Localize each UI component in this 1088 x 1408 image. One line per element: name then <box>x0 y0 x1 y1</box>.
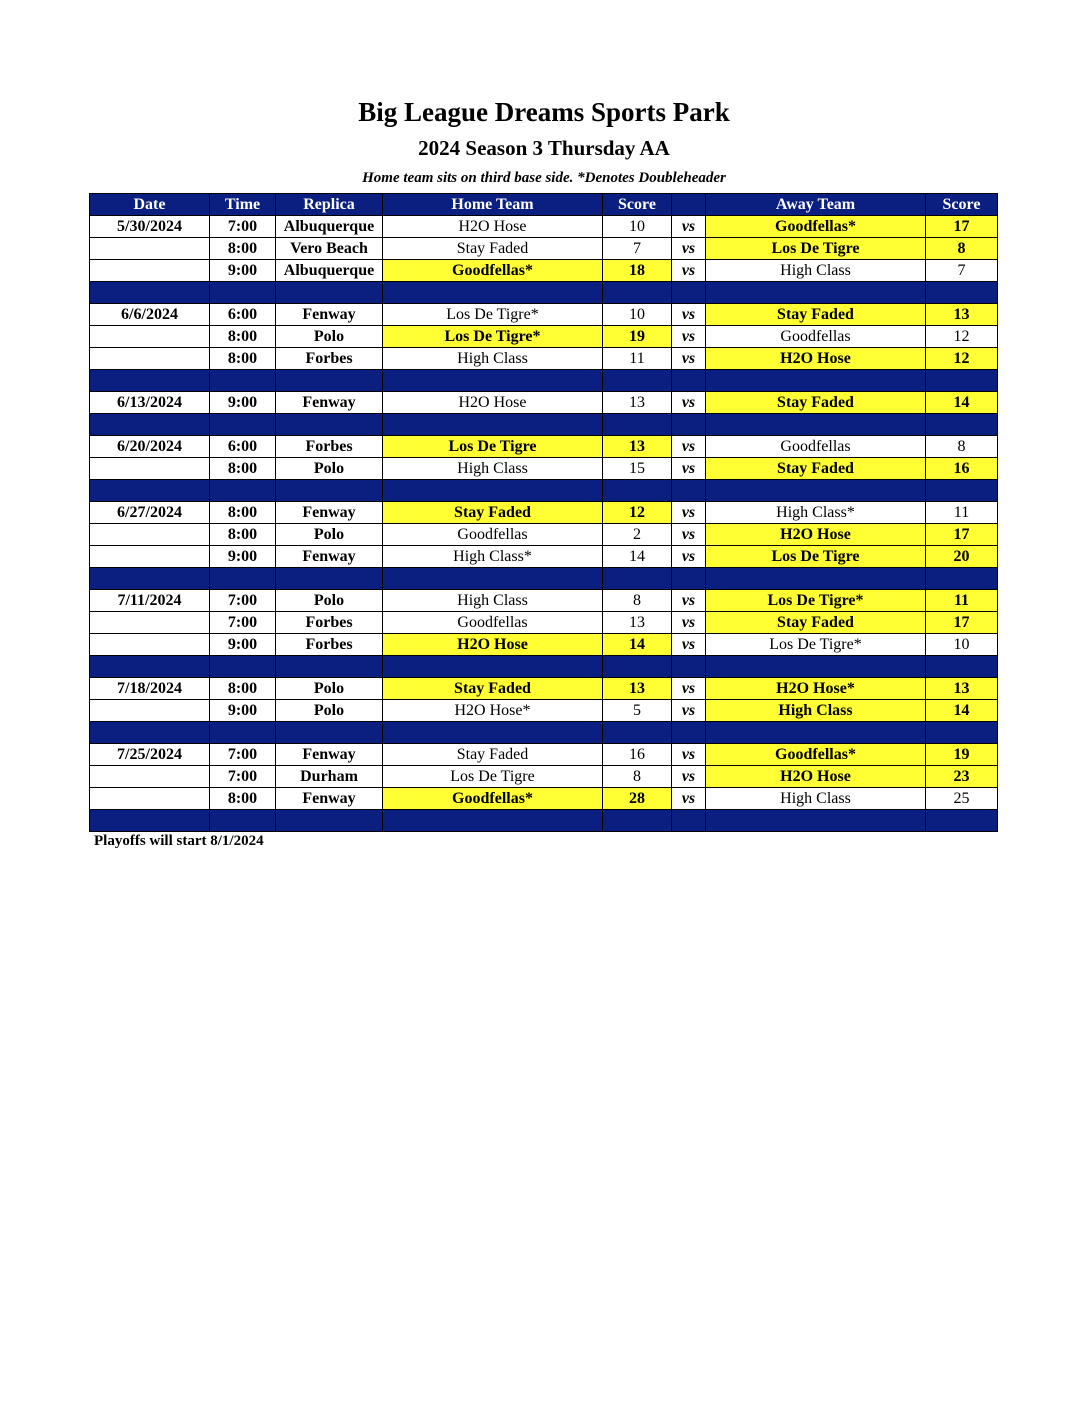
replica-cell: Albuquerque <box>276 260 383 282</box>
separator-cell <box>926 722 998 744</box>
table-row <box>90 326 998 348</box>
home-team-cell: H2O Hose <box>383 392 603 414</box>
time-cell: 9:00 <box>210 634 276 656</box>
home-team-cell: Stay Faded <box>383 678 603 700</box>
table-row <box>90 216 998 238</box>
separator-cell <box>672 810 706 832</box>
table-row <box>90 502 998 524</box>
away-score-cell: 13 <box>926 678 998 700</box>
home-score-cell: 10 <box>603 216 672 238</box>
table-row <box>90 546 998 568</box>
replica-cell: Forbes <box>276 634 383 656</box>
col-header-home-team: Home Team <box>383 194 603 216</box>
home-team-cell: Los De Tigre* <box>383 304 603 326</box>
home-team-cell: High Class <box>383 458 603 480</box>
replica-cell: Fenway <box>276 502 383 524</box>
separator-cell <box>210 656 276 678</box>
replica-cell: Vero Beach <box>276 238 383 260</box>
separator-cell <box>210 370 276 392</box>
separator-cell <box>90 370 210 392</box>
vs-cell: vs <box>672 436 706 458</box>
away-score-cell: 17 <box>926 612 998 634</box>
date-cell <box>90 766 210 788</box>
time-cell: 6:00 <box>210 436 276 458</box>
time-cell: 8:00 <box>210 458 276 480</box>
time-cell: 8:00 <box>210 238 276 260</box>
separator-cell <box>383 810 603 832</box>
separator-cell <box>603 722 672 744</box>
separator-cell <box>672 656 706 678</box>
separator-cell <box>603 480 672 502</box>
replica-cell: Polo <box>276 524 383 546</box>
home-team-cell: Goodfellas <box>383 612 603 634</box>
home-team-cell: Los De Tigre <box>383 766 603 788</box>
away-score-cell: 12 <box>926 348 998 370</box>
vs-cell: vs <box>672 546 706 568</box>
col-header-time: Time <box>210 194 276 216</box>
table-row <box>90 436 998 458</box>
playoffs-note: Playoffs will start 8/1/2024 <box>94 833 264 849</box>
replica-cell: Forbes <box>276 612 383 634</box>
away-team-cell: Stay Faded <box>706 612 926 634</box>
table-row <box>90 392 998 414</box>
separator-cell <box>210 480 276 502</box>
home-score-cell: 11 <box>603 348 672 370</box>
replica-cell: Fenway <box>276 744 383 766</box>
separator-cell <box>210 414 276 436</box>
separator-row <box>90 722 998 744</box>
separator-cell <box>706 656 926 678</box>
separator-cell <box>276 810 383 832</box>
away-score-cell: 14 <box>926 392 998 414</box>
vs-cell: vs <box>672 260 706 282</box>
separator-row <box>90 370 998 392</box>
separator-cell <box>276 722 383 744</box>
vs-cell: vs <box>672 458 706 480</box>
vs-cell: vs <box>672 348 706 370</box>
vs-cell: vs <box>672 678 706 700</box>
separator-cell <box>383 414 603 436</box>
date-cell: 7/25/2024 <box>90 744 210 766</box>
table-row <box>90 238 998 260</box>
separator-cell <box>276 414 383 436</box>
separator-cell <box>90 810 210 832</box>
away-score-cell: 11 <box>926 502 998 524</box>
away-team-cell: Los De Tigre* <box>706 590 926 612</box>
date-cell <box>90 348 210 370</box>
separator-cell <box>210 722 276 744</box>
separator-row <box>90 656 998 678</box>
time-cell: 8:00 <box>210 326 276 348</box>
away-team-cell: H2O Hose <box>706 524 926 546</box>
away-score-cell: 19 <box>926 744 998 766</box>
separator-cell <box>210 810 276 832</box>
separator-cell <box>672 370 706 392</box>
table-row <box>90 744 998 766</box>
separator-cell <box>276 656 383 678</box>
away-team-cell: Los De Tigre <box>706 238 926 260</box>
vs-cell: vs <box>672 788 706 810</box>
date-cell <box>90 260 210 282</box>
away-score-cell: 14 <box>926 700 998 722</box>
col-header-date: Date <box>90 194 210 216</box>
table-row <box>90 304 998 326</box>
separator-cell <box>672 480 706 502</box>
away-team-cell: H2O Hose <box>706 766 926 788</box>
time-cell: 8:00 <box>210 502 276 524</box>
home-score-cell: 28 <box>603 788 672 810</box>
separator-cell <box>672 282 706 304</box>
away-score-cell: 8 <box>926 238 998 260</box>
separator-cell <box>210 282 276 304</box>
home-score-cell: 10 <box>603 304 672 326</box>
time-cell: 7:00 <box>210 216 276 238</box>
date-cell <box>90 238 210 260</box>
time-cell: 9:00 <box>210 260 276 282</box>
date-cell: 6/6/2024 <box>90 304 210 326</box>
separator-cell <box>603 810 672 832</box>
home-score-cell: 19 <box>603 326 672 348</box>
time-cell: 8:00 <box>210 348 276 370</box>
separator-cell <box>90 722 210 744</box>
schedule-body <box>90 216 998 832</box>
home-team-cell: Goodfellas* <box>383 260 603 282</box>
home-team-cell: Stay Faded <box>383 502 603 524</box>
date-cell <box>90 788 210 810</box>
date-cell <box>90 326 210 348</box>
table-row <box>90 524 998 546</box>
separator-cell <box>926 480 998 502</box>
table-row <box>90 766 998 788</box>
table-row <box>90 634 998 656</box>
home-score-cell: 13 <box>603 678 672 700</box>
table-row <box>90 348 998 370</box>
replica-cell: Fenway <box>276 546 383 568</box>
vs-cell: vs <box>672 216 706 238</box>
date-cell <box>90 612 210 634</box>
vs-cell: vs <box>672 766 706 788</box>
col-header-home-score: Score <box>603 194 672 216</box>
separator-cell <box>672 568 706 590</box>
date-cell: 7/11/2024 <box>90 590 210 612</box>
table-row <box>90 260 998 282</box>
home-team-cell: Stay Faded <box>383 238 603 260</box>
vs-cell: vs <box>672 700 706 722</box>
date-cell <box>90 546 210 568</box>
home-team-cell: H2O Hose <box>383 634 603 656</box>
separator-cell <box>926 282 998 304</box>
separator-cell <box>603 282 672 304</box>
away-team-cell: Los De Tigre <box>706 546 926 568</box>
separator-cell <box>926 414 998 436</box>
separator-cell <box>603 370 672 392</box>
away-score-cell: 16 <box>926 458 998 480</box>
col-header-away-score: Score <box>926 194 998 216</box>
home-score-cell: 15 <box>603 458 672 480</box>
separator-cell <box>926 370 998 392</box>
away-team-cell: Stay Faded <box>706 458 926 480</box>
separator-row <box>90 414 998 436</box>
home-team-cell: High Class <box>383 348 603 370</box>
separator-cell <box>90 480 210 502</box>
separator-cell <box>603 414 672 436</box>
replica-cell: Durham <box>276 766 383 788</box>
separator-cell <box>383 370 603 392</box>
vs-cell: vs <box>672 634 706 656</box>
home-team-cell: High Class* <box>383 546 603 568</box>
home-score-cell: 14 <box>603 634 672 656</box>
away-score-cell: 13 <box>926 304 998 326</box>
home-team-cell: Stay Faded <box>383 744 603 766</box>
time-cell: 9:00 <box>210 392 276 414</box>
away-score-cell: 12 <box>926 326 998 348</box>
away-score-cell: 17 <box>926 524 998 546</box>
separator-cell <box>383 480 603 502</box>
col-header-vs <box>672 194 706 216</box>
away-team-cell: Stay Faded <box>706 304 926 326</box>
home-score-cell: 13 <box>603 612 672 634</box>
separator-row <box>90 810 998 832</box>
time-cell: 7:00 <box>210 612 276 634</box>
away-team-cell: Goodfellas <box>706 326 926 348</box>
date-cell: 6/27/2024 <box>90 502 210 524</box>
replica-cell: Polo <box>276 700 383 722</box>
home-score-cell: 13 <box>603 436 672 458</box>
separator-row <box>90 480 998 502</box>
home-score-cell: 5 <box>603 700 672 722</box>
col-header-away-team: Away Team <box>706 194 926 216</box>
col-header-replica: Replica <box>276 194 383 216</box>
away-score-cell: 25 <box>926 788 998 810</box>
separator-cell <box>383 568 603 590</box>
date-cell: 5/30/2024 <box>90 216 210 238</box>
separator-cell <box>706 414 926 436</box>
time-cell: 7:00 <box>210 744 276 766</box>
away-score-cell: 23 <box>926 766 998 788</box>
table-row <box>90 590 998 612</box>
time-cell: 8:00 <box>210 678 276 700</box>
separator-cell <box>926 656 998 678</box>
time-cell: 9:00 <box>210 546 276 568</box>
schedule-table <box>89 193 998 832</box>
replica-cell: Fenway <box>276 392 383 414</box>
table-row <box>90 612 998 634</box>
table-row <box>90 678 998 700</box>
table-row <box>90 700 998 722</box>
date-cell <box>90 700 210 722</box>
separator-cell <box>383 722 603 744</box>
separator-row <box>90 282 998 304</box>
date-cell: 6/13/2024 <box>90 392 210 414</box>
separator-cell <box>90 282 210 304</box>
separator-cell <box>672 414 706 436</box>
replica-cell: Polo <box>276 678 383 700</box>
away-score-cell: 10 <box>926 634 998 656</box>
time-cell: 6:00 <box>210 304 276 326</box>
doubleheader-note: Home team sits on third base side. *Denotes Doubleheader <box>362 170 726 186</box>
separator-cell <box>603 656 672 678</box>
separator-cell <box>706 282 926 304</box>
away-team-cell: High Class <box>706 788 926 810</box>
vs-cell: vs <box>672 502 706 524</box>
replica-cell: Polo <box>276 590 383 612</box>
time-cell: 8:00 <box>210 788 276 810</box>
home-score-cell: 18 <box>603 260 672 282</box>
home-score-cell: 7 <box>603 238 672 260</box>
separator-cell <box>706 370 926 392</box>
time-cell: 9:00 <box>210 700 276 722</box>
page-subtitle: 2024 Season 3 Thursday AA <box>418 136 670 160</box>
away-team-cell: Stay Faded <box>706 392 926 414</box>
replica-cell: Forbes <box>276 348 383 370</box>
separator-cell <box>706 722 926 744</box>
separator-cell <box>926 810 998 832</box>
home-team-cell: Goodfellas* <box>383 788 603 810</box>
table-row <box>90 788 998 810</box>
replica-cell: Forbes <box>276 436 383 458</box>
away-team-cell: Los De Tigre* <box>706 634 926 656</box>
away-team-cell: High Class <box>706 260 926 282</box>
vs-cell: vs <box>672 612 706 634</box>
vs-cell: vs <box>672 326 706 348</box>
away-score-cell: 20 <box>926 546 998 568</box>
date-cell <box>90 458 210 480</box>
away-team-cell: High Class <box>706 700 926 722</box>
home-team-cell: Los De Tigre* <box>383 326 603 348</box>
vs-cell: vs <box>672 524 706 546</box>
time-cell: 7:00 <box>210 766 276 788</box>
away-score-cell: 11 <box>926 590 998 612</box>
date-cell <box>90 524 210 546</box>
away-team-cell: H2O Hose <box>706 348 926 370</box>
separator-cell <box>672 722 706 744</box>
separator-cell <box>276 282 383 304</box>
away-team-cell: High Class* <box>706 502 926 524</box>
separator-cell <box>276 370 383 392</box>
separator-cell <box>383 282 603 304</box>
away-score-cell: 8 <box>926 436 998 458</box>
home-score-cell: 2 <box>603 524 672 546</box>
separator-cell <box>276 480 383 502</box>
time-cell: 7:00 <box>210 590 276 612</box>
home-score-cell: 8 <box>603 590 672 612</box>
separator-cell <box>706 568 926 590</box>
vs-cell: vs <box>672 590 706 612</box>
page-title: Big League Dreams Sports Park <box>358 97 730 127</box>
replica-cell: Albuquerque <box>276 216 383 238</box>
date-cell <box>90 634 210 656</box>
separator-cell <box>383 656 603 678</box>
away-score-cell: 17 <box>926 216 998 238</box>
replica-cell: Polo <box>276 458 383 480</box>
separator-cell <box>210 568 276 590</box>
table-row <box>90 458 998 480</box>
away-team-cell: H2O Hose* <box>706 678 926 700</box>
away-score-cell: 7 <box>926 260 998 282</box>
separator-row <box>90 568 998 590</box>
home-score-cell: 13 <box>603 392 672 414</box>
separator-cell <box>926 568 998 590</box>
home-score-cell: 14 <box>603 546 672 568</box>
vs-cell: vs <box>672 392 706 414</box>
home-team-cell: High Class <box>383 590 603 612</box>
away-team-cell: Goodfellas* <box>706 744 926 766</box>
away-team-cell: Goodfellas* <box>706 216 926 238</box>
separator-cell <box>90 414 210 436</box>
separator-cell <box>276 568 383 590</box>
home-score-cell: 16 <box>603 744 672 766</box>
separator-cell <box>706 810 926 832</box>
home-team-cell: H2O Hose* <box>383 700 603 722</box>
home-team-cell: Goodfellas <box>383 524 603 546</box>
separator-cell <box>90 568 210 590</box>
away-team-cell: Goodfellas <box>706 436 926 458</box>
separator-cell <box>90 656 210 678</box>
replica-cell: Polo <box>276 326 383 348</box>
vs-cell: vs <box>672 744 706 766</box>
replica-cell: Fenway <box>276 304 383 326</box>
vs-cell: vs <box>672 304 706 326</box>
separator-cell <box>603 568 672 590</box>
home-team-cell: Los De Tigre <box>383 436 603 458</box>
date-cell: 6/20/2024 <box>90 436 210 458</box>
separator-cell <box>706 480 926 502</box>
home-team-cell: H2O Hose <box>383 216 603 238</box>
home-score-cell: 12 <box>603 502 672 524</box>
date-cell: 7/18/2024 <box>90 678 210 700</box>
header-row <box>90 194 998 216</box>
time-cell: 8:00 <box>210 524 276 546</box>
vs-cell: vs <box>672 238 706 260</box>
replica-cell: Fenway <box>276 788 383 810</box>
home-score-cell: 8 <box>603 766 672 788</box>
